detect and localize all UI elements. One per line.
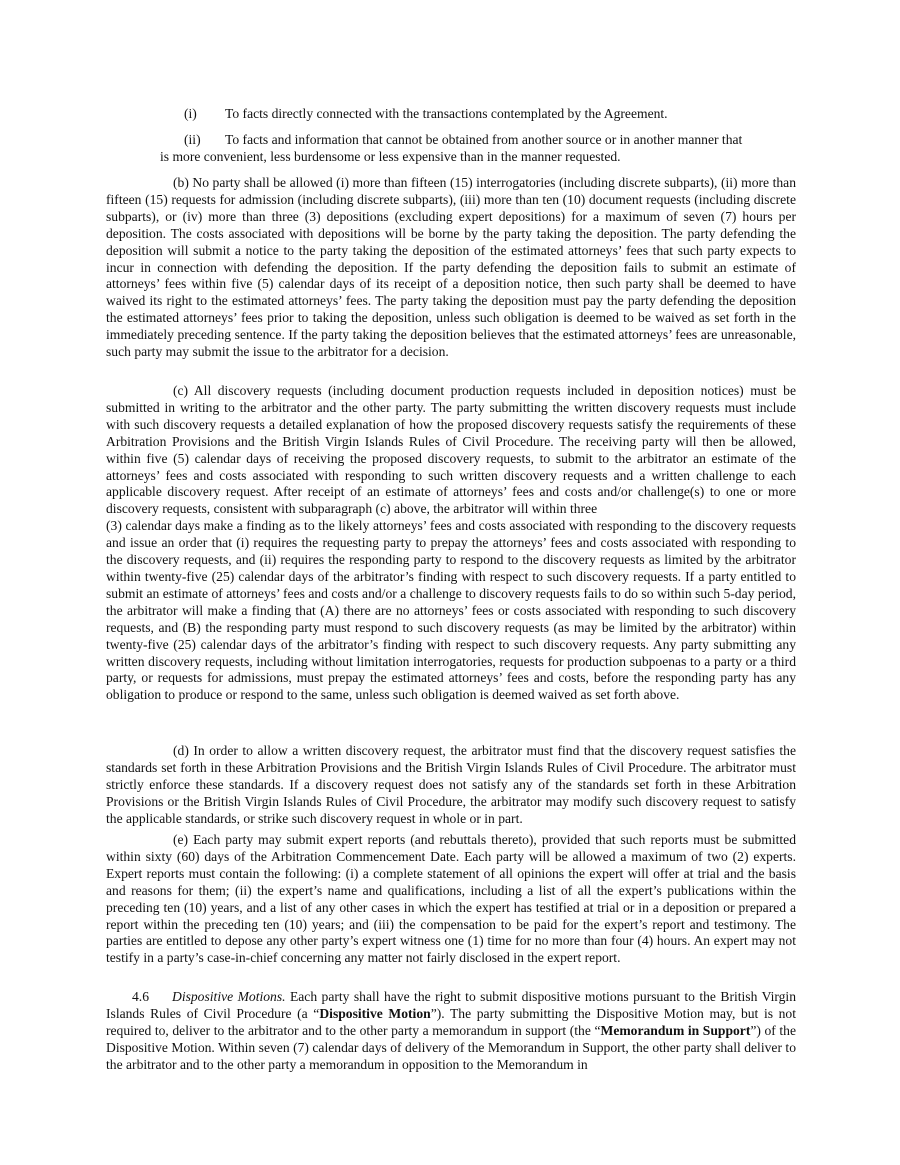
paragraph-e-text: (e) Each party may submit expert reports (and rebuttals thereto), provided that such reports must be submitted within sixty (60) days of the Arbitration Commencement Date. Each party will be allowed a maximum of two (2) experts. Expert reports must contain the following: (i) a complete statement of all opinions the expert will offer at trial and the basis and reasons for them; (ii) the expert’s name and qualifications, including a list of all the expert’s publications within the preceding ten (10) years, and a list of any other cases in which the expert has testified at trial or in a deposition or prepared a report within the preceding ten (10) years; and (iii) the compensation to be paid for the expert’s report and testimony. The parties are entitled to depose any other party’s expert witness one (1) time for no more than four (4) hours. An expert may not testify in a party’s case-in-chief concerning any matter not fairly disclosed in the expert report. [106,832,796,966]
list-item-number: (ii) [184,132,201,147]
paragraph-d-text: (d) In order to allow a written discovery request, the arbitrator must find that the discovery request satisfies the standards set forth in these Arbitration Provisions and the British Virgin Islands Rules of Civil Procedure. The arbitrator must strictly enforce these standards. If a discovery request does not satisfy any of the standards set forth in these Arbitration Provisions or the British Virgin Islands Rules of Civil Procedure, the arbitrator may modify such discovery request to satisfy the applicable standards, or strike such discovery request in whole or in part. [106,743,796,826]
paragraph-d [106,743,796,828]
section-text-part: ”) of the Dispositive Motion. Within seven (7) calendar days of delivery of the Memorandum in Support, the other party shall deliver to the arbitrator and to the other party a memorandum in opposition to the Memorandum in [106,1022,796,1072]
paragraph-c [106,383,796,704]
section-4-6-text [106,989,796,1074]
section-text-part: ”). The party submitting the Dispositive Motion may, but is not required to, deliver to the arbitrator and to the other party a memorandum in support (the “ [106,1005,796,1038]
paragraph-c-text-2: (3) calendar days make a finding as to the likely attorneys’ fees and costs associated with responding to the discovery requests and issue an order that (i) requires the requesting party to prepay the attorneys’ fees and costs associated with responding to the discovery requests, and (ii) requires the responding party to respond to the discovery requests as limited by the arbitrator within twenty-five (25) calendar days of the arbitrator’s finding with respect to such discovery requests. If a party entitled to submit an estimate of attorneys’ fees and costs and/or a challenge to discovery requests fails to do so within such 5-day period, the arbitrator will make a finding that (A) there are no attorneys’ fees or costs associated with responding to such discovery requests, and (B) the responding party must respond to such discovery requests (as may be limited by the arbitrator) within twenty-five (25) calendar days of the arbitrator’s finding with respect to such discovery requests. Any party submitting any written discovery requests, including without limitation interrogatories, requests for production subpoenas to a party or a third party, or requests for admissions, must prepay the estimated attorneys’ fees and costs, before the responding party has any obligation to produce or respond to the same, unless such obligation is deemed waived as set forth above. [106,518,796,703]
list-item-ii [106,132,796,166]
list-item-text-first: To facts and information that cannot be obtained from another source or in another manner that [225,132,743,147]
defined-term: Dispositive Motion [319,1005,431,1021]
section-text-part: Each party shall have the right to submit dispositive motions pursuant to the British Virgin Islands Rules of Civil Procedure (a “ [106,989,796,1021]
list-item-i [160,106,796,123]
defined-term: Memorandum in Support [600,1022,751,1038]
paragraph-e [106,832,796,967]
paragraph-b [106,175,796,361]
section-4-6 [106,989,796,1074]
list-item-number: (i) [184,106,197,121]
section-heading: Dispositive Motions. [172,989,286,1004]
paragraph-b-text: (b) No party shall be allowed (i) more than fifteen (15) interrogatories (including discrete subparts), (ii) more than fifteen (15) requests for admission (including discrete subparts), (iii) more than ten (10) document requests (including discrete subparts), or (iv) more than three (3) depositions (excluding expert depositions) for a maximum of seven (7) hours per deposition. The costs associated with depositions will be borne by the party taking the deposition. The party defending the deposition will submit a notice to the party taking the deposition of the estimated attorneys’ fees that such party expects to incur in connection with defending the deposition. If the party defending the deposition fails to submit an estimate of attorneys’ fees within five (5) calendar days of its receipt of a deposition notice, then such party shall be deemed to have waived its right to the estimated attorneys’ fees. The party taking the deposition must pay the party defending the deposition the estimated attorneys’ fees prior to taking the deposition, unless such obligation is deemed to be waived as set forth in the immediately preceding sentence. If the party taking the deposition believes that the estimated attorneys’ fees are unreasonable, such party may submit the issue to the arbitrator for a decision. [106,175,796,360]
list-item-text-rest: is more convenient, less burdensome or less expensive than in the manner requested. [160,148,621,164]
section-number: 4.6 [132,989,149,1004]
list-item-text: To facts directly connected with the transactions contemplated by the Agreement. [225,106,668,121]
paragraph-c-text-1: (c) All discovery requests (including document production requests included in deposition notices) must be submitted in writing to the arbitrator and the other party. The party submitting the written discovery requests must include with such discovery requests a detailed explanation of how the proposed discovery requests satisfy the requirements of these Arbitration Provisions and the British Virgin Islands Rules of Civil Procedure. The receiving party will then be allowed, within five (5) calendar days of receiving the proposed discovery requests, to submit to the arbitrator an estimate of the attorneys’ fees and costs associated with responding to such written discovery requests and a written challenge to each applicable discovery request. After receipt of an estimate of attorneys’ fees and costs and/or challenge(s) to one or more discovery requests, consistent with subparagraph (c) above, the arbitrator will within three [106,383,796,517]
